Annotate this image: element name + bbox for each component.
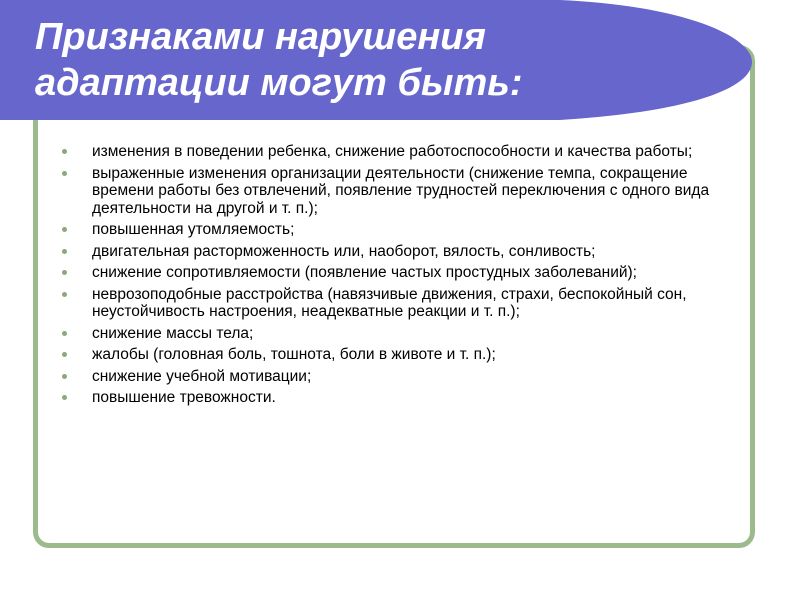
list-item-text: снижение сопротивляемости (появление частых простудных заболеваний);	[92, 264, 637, 281]
list-item	[60, 368, 740, 386]
content-area	[60, 143, 740, 411]
list-item	[60, 243, 740, 261]
list-item	[60, 325, 740, 343]
list-item-text: двигательная расторможенность или, наоборот, вялость, сонливость;	[92, 242, 596, 260]
list-item	[60, 143, 740, 161]
list-item	[60, 346, 740, 364]
bullet-icon	[62, 249, 67, 254]
list-item	[60, 286, 740, 321]
bullet-icon	[62, 331, 67, 336]
list-item	[60, 389, 740, 407]
bullet-icon	[62, 149, 67, 154]
list-item-text: жалобы (головная боль, тошнота, боли в животе и т. п.);	[92, 346, 496, 363]
bullet-icon	[62, 352, 67, 357]
bullet-icon	[62, 292, 67, 297]
list-item-text: выраженные изменения организации деятельности (снижение темпа, сокращение времени работы без отвлечений, появление трудностей переключения с одного вида деятельности на другой и т. п.);	[92, 164, 710, 217]
list-item	[60, 264, 740, 282]
list-item-text: снижение массы тела;	[92, 324, 254, 342]
bullet-icon	[62, 227, 67, 232]
list-item-text: неврозоподобные расстройства (навязчивые движения, страхи, беспокойный сон, неустойчивость настроения, неадекватные реакции и т. п.);	[92, 285, 687, 320]
title-line-1: Признаками нарушения	[35, 16, 486, 58]
list-item	[60, 165, 740, 218]
list-item	[60, 221, 740, 239]
list-item-text: повышение тревожности.	[92, 389, 276, 406]
list-item-text: изменения в поведении ребенка, снижение работоспособности и качества работы;	[92, 143, 693, 160]
page-title	[35, 14, 523, 106]
bullet-icon	[62, 171, 67, 176]
bullet-list	[60, 143, 740, 407]
list-item-text: повышенная утомляемость;	[92, 221, 295, 238]
bullet-icon	[62, 374, 67, 379]
bullet-icon	[62, 395, 67, 400]
title-line-2: адаптации могут быть:	[35, 62, 523, 104]
bullet-icon	[62, 270, 67, 275]
list-item-text: снижение учебной мотивации;	[92, 367, 312, 385]
